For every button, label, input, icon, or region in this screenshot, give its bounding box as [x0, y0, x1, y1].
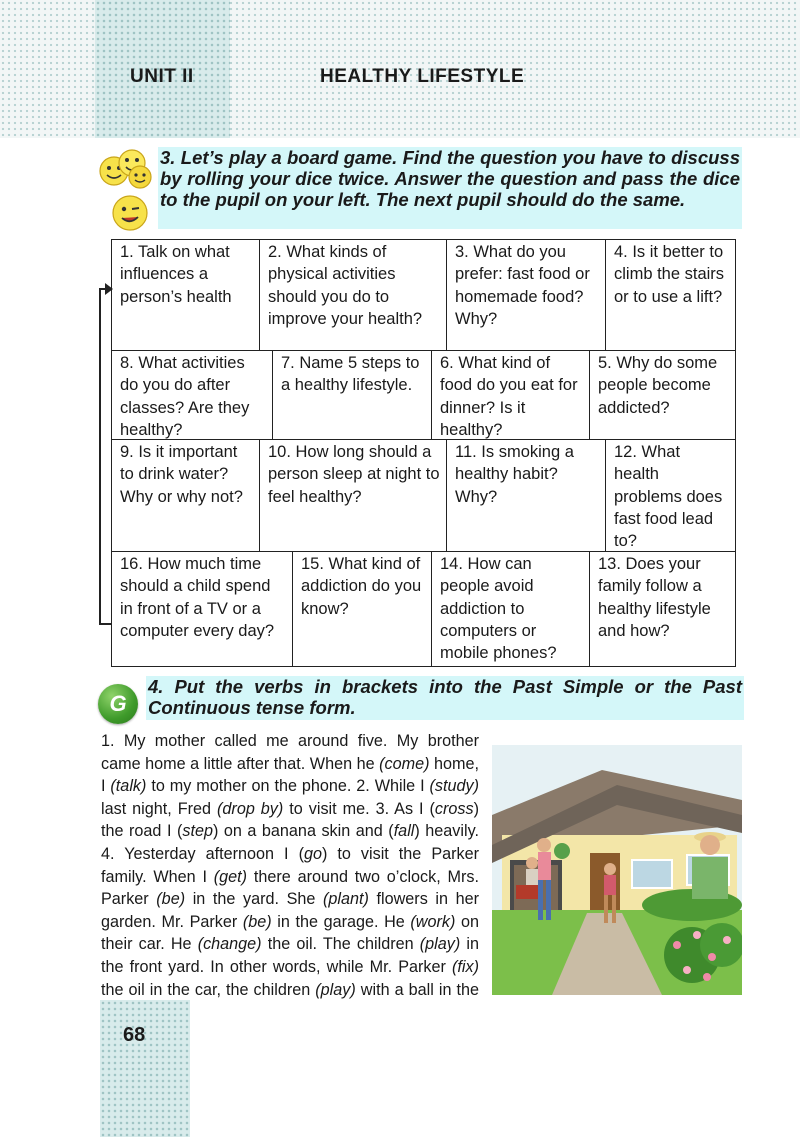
verb-prompt: fall — [393, 822, 415, 841]
board-cell-12: 12. What health problems does fast food lead to? — [614, 443, 723, 551]
board-cell-2: 2. What kinds of physical activities should you do to improve your health? — [260, 240, 447, 350]
smiley-group-icon — [96, 147, 152, 189]
verb-prompt: (be) — [156, 890, 186, 909]
verb-prompt: (drop by) — [217, 799, 284, 818]
text-segment: ) heavily. 4. Yesterday afternoon I ( — [101, 822, 479, 863]
verb-prompt: (plant) — [323, 890, 369, 909]
board-cell-13: 13. Does your family follow a healthy lifestyle and how? — [598, 555, 711, 640]
verb-prompt: (play) — [419, 935, 461, 954]
text-segment: in the yard. She — [185, 890, 324, 909]
text-segment: flowers in her garden. Mr. Parker — [101, 890, 479, 931]
house-family-illustration — [492, 745, 742, 995]
board-cell-10: 10. How long should a person sleep at night to feel healthy? — [260, 440, 447, 551]
text-segment: in the front yard. In other words, while Mr. Parker — [101, 935, 479, 976]
task4-exercise-text — [101, 730, 479, 1024]
verb-prompt: (change) — [197, 935, 262, 954]
board-cell-7: 7. Name 5 steps to a healthy lifestyle. — [273, 351, 432, 439]
text-segment: there around two o’clock, Mrs. Parker — [101, 867, 480, 909]
board-cell-15: 15. What kind of addiction do you know? — [293, 552, 432, 666]
board-cell-4: 4. Is it better to climb the stairs or to use a lift? — [614, 243, 725, 306]
board-row-1 — [112, 240, 735, 351]
footer-accent-block — [100, 1000, 190, 1137]
verb-prompt: (work) — [410, 912, 456, 931]
board-cell-3: 3. What do you prefer: fast food or homemade food? Why? — [447, 240, 606, 350]
task4-heading: 4. Put the verbs in brackets into the Past Simple or the Past Continuous tense form. — [148, 676, 742, 718]
verb-prompt: (come) — [379, 754, 430, 773]
board-cell-6: 6. What kind of food do you eat for dinner? Is it healthy? — [432, 351, 590, 439]
board-row-2 — [112, 351, 735, 440]
text-segment: in the garage. He — [271, 912, 411, 931]
text-segment: ) the road I ( — [101, 799, 479, 841]
text-segment: 1. My mother called me around five. My brother came home a little after that. When he — [101, 732, 479, 773]
board-cell-16: 16. How much time should a child spend in front of a TV or a computer every day? — [112, 552, 293, 666]
board-path-bottom — [99, 623, 111, 625]
verb-prompt: (be) — [242, 912, 272, 931]
text-segment: with a ball in the — [360, 980, 479, 999]
verb-prompt: step — [182, 822, 213, 841]
board-path-line — [99, 288, 101, 624]
text-segment: last night, Fred — [101, 799, 218, 818]
verb-prompt: go — [303, 844, 322, 863]
task3-heading: 3. Let’s play a board game. Find the question you have to discuss by rolling your dice twice. Answer the question and pass the dice to the pupil on your left. The next pupil should do the same. — [158, 147, 742, 229]
board-cell-11: 11. Is smoking a healthy habit? Why? — [447, 440, 606, 551]
text-segment: on their car. He — [101, 912, 479, 954]
board-row-4 — [112, 552, 735, 666]
text-segment: the oil in the car, the children — [101, 980, 316, 999]
verb-prompt: (fix) — [452, 957, 479, 976]
verb-prompt: (study) — [429, 777, 479, 796]
text-segment: ) on a banana skin and ( — [212, 822, 394, 841]
winking-smiley-icon — [110, 193, 152, 233]
verb-prompt: (talk) — [110, 777, 147, 796]
verb-prompt: (play) — [315, 980, 356, 999]
text-segment: to my mother on the phone. 2. While I — [146, 777, 430, 796]
page-number: 68 — [123, 1024, 146, 1046]
board-cell-14: 14. How can people avoid addiction to computers or mobile phones? — [432, 552, 590, 666]
text-segment: to visit me. 3. As I ( — [283, 799, 435, 818]
board-cell-1: 1. Talk on what influences a person’s health — [112, 240, 260, 350]
unit-label: UNIT II — [130, 66, 194, 87]
grammar-badge-icon: G — [98, 684, 138, 724]
text-segment: ) to visit the Parker family. When I — [101, 844, 479, 886]
text-segment: home, I — [101, 754, 479, 796]
board-cell-9: 9. Is it important to drink water? Why or why not? — [112, 440, 260, 551]
verb-prompt: cross — [434, 799, 474, 818]
verb-prompt: (get) — [213, 867, 248, 886]
board-cell-5: 5. Why do some people become addicted? — [598, 354, 718, 417]
board-cell-8: 8. What activities do you do after classes? Are they healthy? — [112, 351, 273, 439]
text-segment: the oil. The children — [261, 935, 420, 954]
unit-title: HEALTHY LIFESTYLE — [320, 66, 525, 87]
board-game-grid — [111, 239, 736, 667]
board-row-3 — [112, 440, 735, 552]
